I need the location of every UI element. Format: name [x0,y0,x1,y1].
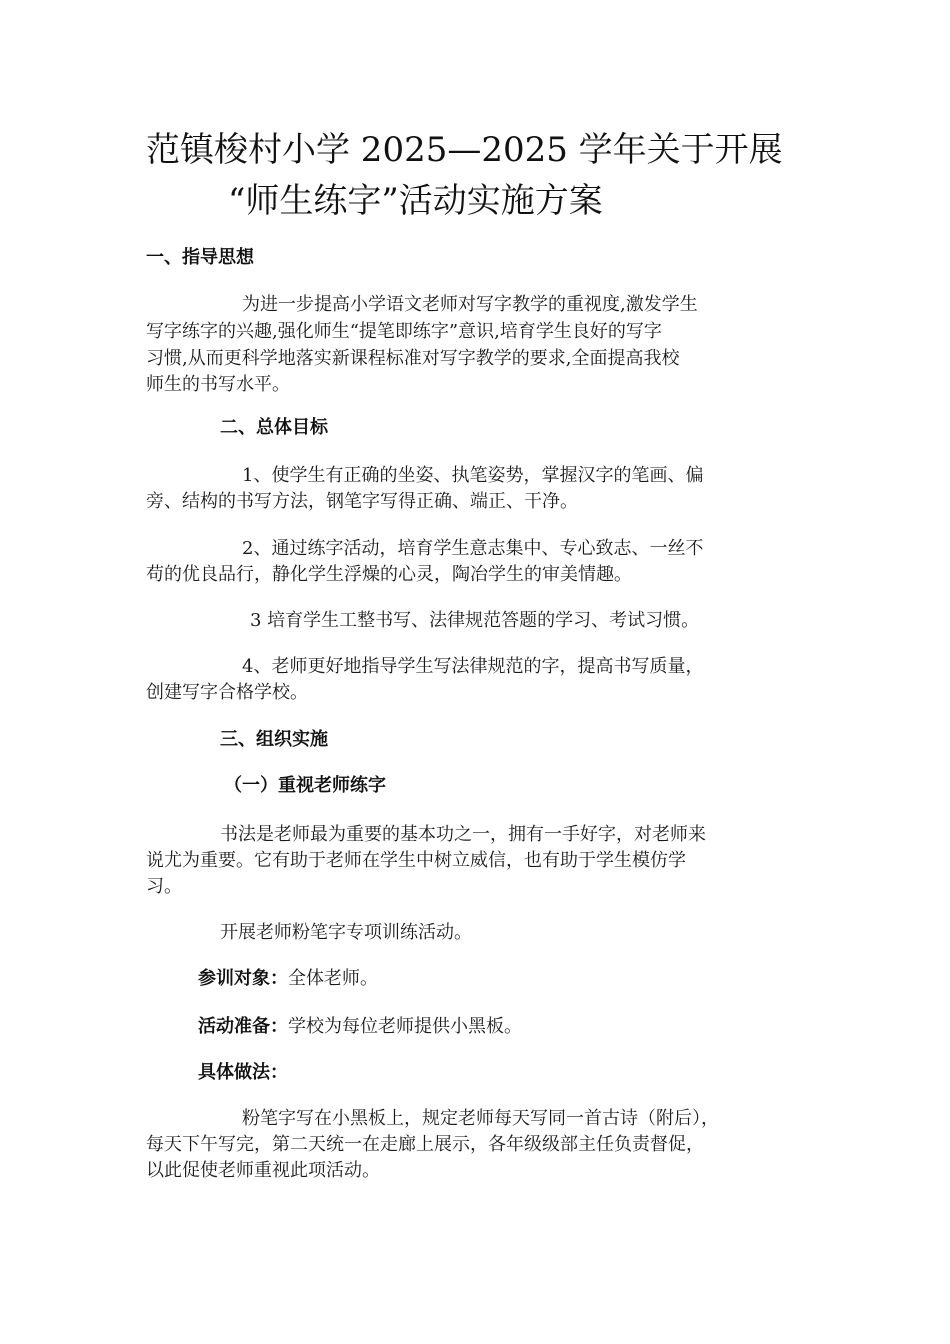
goal-1-line: 旁、结构的书写方法，钢笔字写得正确、端正、干净。 [146,491,578,512]
preparation-label: 活动准备： [198,1016,288,1037]
goal-4-line: 4、老师更好地指导学生写法律规范的字，提高书写质量， [242,656,704,677]
method-detail-line: 以此促使老师重视此项活动。 [146,1160,380,1181]
section-heading-overall-goals: 二、总体目标 [220,417,328,438]
paragraph-line: 写字练字的兴趣,强化师生“提笔即练字”意识,培育学生良好的写字 [146,321,662,342]
participants-line [198,964,378,993]
participants-label: 参训对象： [198,968,288,989]
goal-1-line: 1、使学生有正确的坐姿、执笔姿势，掌握汉字的笔画、偏 [242,465,704,486]
goal-4-line: 创建写字合格学校。 [146,682,308,703]
paragraph-line: 说尤为重要。它有助于老师在学生中树立威信，也有助于学生模仿学 [146,850,686,871]
preparation-value: 学校为每位老师提供小黑板。 [288,1016,522,1037]
method-label: 具体做法： [198,1062,288,1083]
paragraph-line: 为进一步提高小学语文老师对写字教学的重视度,激发学生 [242,294,698,315]
method-line [198,1058,288,1087]
document-title-line-2: “师生练字”活动实施方案 [228,181,603,221]
paragraph-line: 师生的书写水平。 [146,374,290,395]
goal-2-line: 苟的优良品行，静化学生浮燥的心灵，陶冶学生的审美情趣。 [146,564,632,585]
paragraph-line: 书法是老师最为重要的基本功之一，拥有一手好字，对老师来 [220,824,706,845]
goal-3-line: 3 培育学生工整书写、法律规范答题的学习、考试习惯。 [250,610,700,631]
section-heading-guiding-ideology: 一、指导思想 [146,247,254,268]
activity-line: 开展老师粉笔字专项训练活动。 [220,922,472,943]
preparation-line [198,1012,522,1041]
subsection-heading-teacher-practice: （一）重视老师练字 [224,775,386,796]
section-heading-organization: 三、组织实施 [220,729,328,750]
participants-value: 全体老师。 [288,968,378,989]
method-detail-line: 粉笔字写在小黑板上，规定老师每天写同一首古诗（附后）， [242,1108,719,1129]
paragraph-line: 习。 [146,876,182,897]
paragraph-line: 习惯,从而更科学地落实新课程标准对写字教学的要求,全面提高我校 [146,348,680,369]
document-title-line-1: 范镇梭村小学 2025—2025 学年关于开展 [146,130,783,170]
method-detail-line: 每天下午写完，第二天统一在走廊上展示，各年级级部主任负责督促， [146,1134,704,1155]
goal-2-line: 2、通过练字活动，培育学生意志集中、专心致志、一丝不 [242,538,704,559]
